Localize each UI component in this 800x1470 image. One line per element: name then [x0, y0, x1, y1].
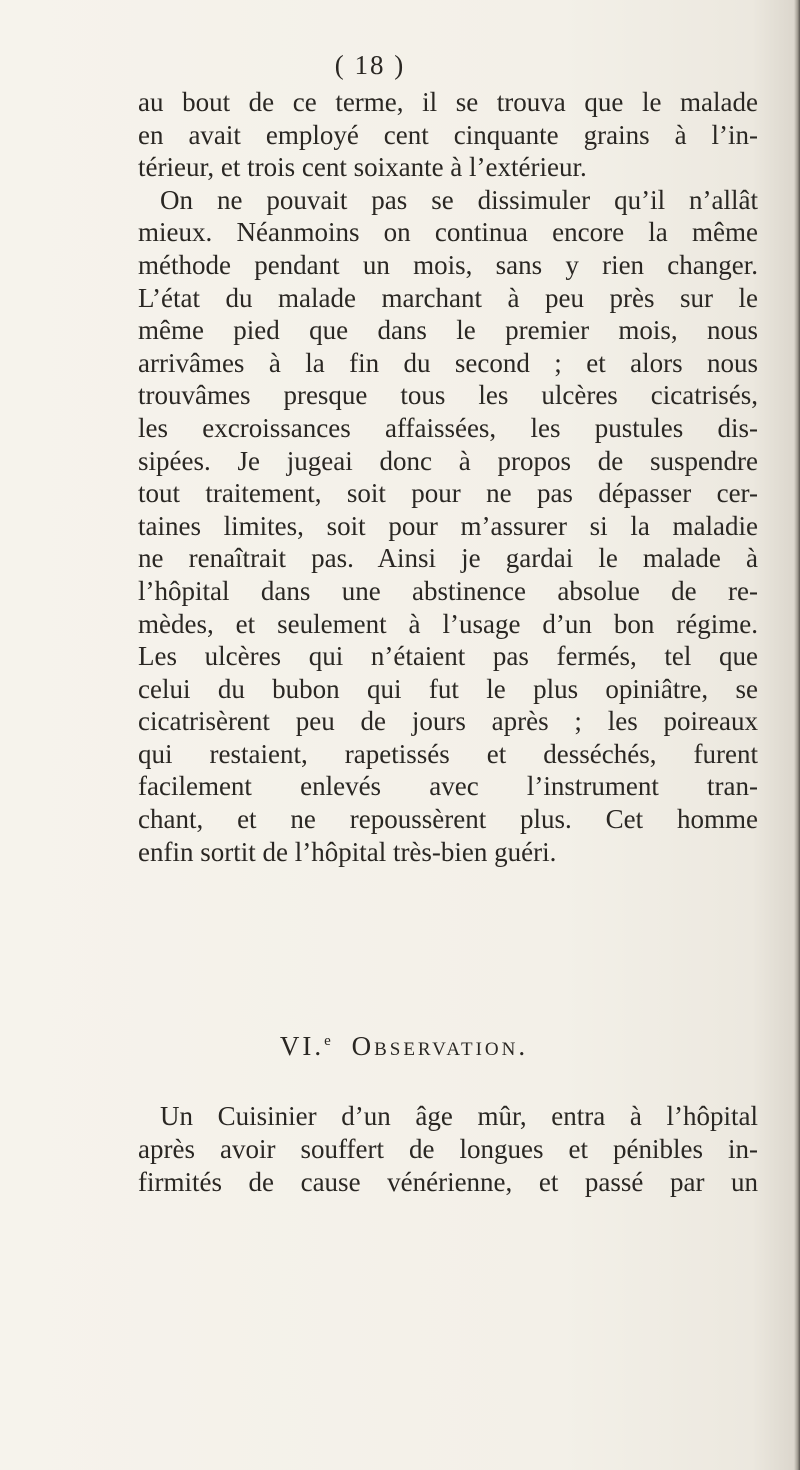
text-line: mèdes, et seulement à l’usage d’un bon régime. — [138, 608, 758, 639]
text-line: Les ulcères qui n’étaient pas fermés, tel que — [138, 641, 758, 672]
paragraph-2 — [138, 1100, 758, 1199]
heading-superscript: e — [324, 1033, 334, 1049]
paragraph-1 — [138, 86, 758, 868]
text-line: arrivâmes à la fin du second ; et alors nous — [138, 347, 758, 378]
text-line: qui restaient, rapetissés et desséchés, furent — [138, 738, 758, 769]
text-line: On ne pouvait pas se dissimuler qu’il n’allât — [160, 184, 758, 215]
page-number: ( 18 ) — [334, 50, 406, 80]
heading-numeral: VI. — [279, 1031, 325, 1061]
text-line: taines limites, soit pour m’assurer si la maladie — [138, 510, 758, 541]
text-line: enfin sortit de l’hôpital très-bien guéri. — [138, 836, 557, 867]
text-line: méthode pendant un mois, sans y rien changer. — [138, 249, 758, 280]
text-line: sipées. Je jugeai donc à propos de suspendre — [138, 445, 758, 476]
text-line: au bout de ce terme, il se trouva que le malade — [138, 87, 758, 117]
text-line: l’hôpital dans une abstinence absolue de re- — [138, 575, 758, 606]
text-line: L’état du malade marchant à peu près sur le — [138, 282, 758, 313]
section-heading — [4, 1031, 800, 1062]
text-line: en avait employé cent cinquante grains à l’in- — [138, 119, 758, 150]
text-line: facilement enlevés avec l’instrument tran- — [138, 771, 758, 802]
text-line: tout traitement, soit pour ne pas dépasser cer- — [138, 478, 758, 509]
text-line: mieux. Néanmoins on continua encore la même — [138, 217, 758, 248]
text-line: même pied que dans le premier mois, nous — [138, 315, 758, 346]
text-line: trouvâmes presque tous les ulcères cicatrisés, — [138, 380, 758, 411]
text-line: Un Cuisinier d’un âge mûr, entra à l’hôpital — [160, 1101, 758, 1131]
page-edge-shadow — [794, 0, 800, 1470]
text-line: après avoir souffert de longues et pénibles in- — [138, 1134, 758, 1164]
text-line: celui du bubon qui fut le plus opiniâtre, se — [138, 673, 758, 704]
text-line: firmités de cause vénérienne, et passé par un — [138, 1167, 758, 1197]
heading-title: Observation. — [351, 1031, 529, 1061]
text-line: les excroissances affaissées, les pustules dis- — [138, 412, 758, 443]
text-line: cicatrisèrent peu de jours après ; les poireaux — [138, 706, 758, 737]
text-line: térieur, et trois cent soixante à l’extérieur. — [138, 152, 587, 183]
text-line: ne renaîtrait pas. Ainsi je gardai le malade à — [138, 543, 758, 574]
text-line: chant, et ne repoussèrent plus. Cet homme — [138, 804, 758, 835]
